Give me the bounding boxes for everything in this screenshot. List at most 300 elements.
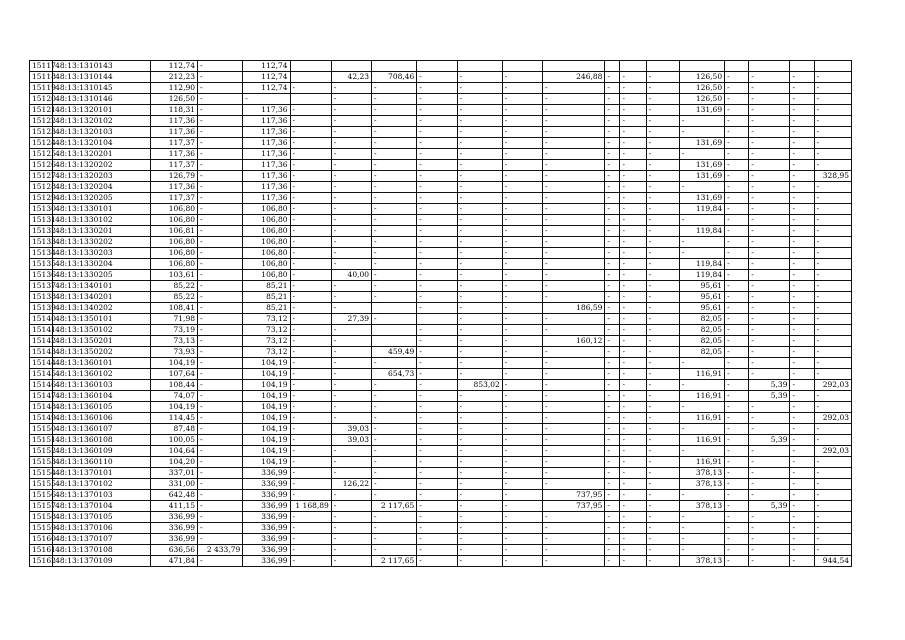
value-cell: -	[417, 292, 457, 303]
value-cell: -	[457, 501, 502, 512]
value-cell: -	[620, 105, 646, 116]
data-sheet	[29, 60, 852, 567]
value-cell: -	[457, 182, 502, 193]
value-cell: -	[198, 325, 243, 336]
value-cell: -	[620, 534, 646, 545]
value-cell: -	[543, 424, 605, 435]
value-cell: 104,19	[150, 402, 197, 413]
value-cell: -	[605, 424, 620, 435]
value-cell: 337,01	[150, 468, 197, 479]
value-cell: -	[790, 270, 814, 281]
value-cell: -	[457, 281, 502, 292]
value-cell: -	[543, 182, 605, 193]
cadastral-number-cell: 48:13:1370102	[53, 479, 151, 490]
value-cell: -	[725, 138, 749, 149]
value-cell: -	[725, 303, 749, 314]
value-cell: -	[543, 215, 605, 226]
value-cell: 378,13	[679, 556, 724, 567]
value-cell: -	[725, 171, 749, 182]
value-cell: -	[605, 237, 620, 248]
value-cell: -	[372, 413, 417, 424]
value-cell: -	[372, 193, 417, 204]
value-cell: -	[814, 105, 851, 116]
value-cell: -	[646, 413, 679, 424]
value-cell: -	[749, 336, 790, 347]
value-cell: -	[502, 556, 542, 567]
table-row	[30, 94, 852, 105]
value-cell: 118,31	[150, 105, 197, 116]
value-cell: -	[543, 292, 605, 303]
value-cell: -	[198, 292, 243, 303]
value-cell: -	[620, 259, 646, 270]
value-cell: -	[790, 490, 814, 501]
row-number-cell: 15138	[30, 292, 53, 303]
cadastral-number-cell: 48:13:1370104	[53, 501, 151, 512]
value-cell: -	[620, 292, 646, 303]
value-cell: 112,90	[150, 83, 197, 94]
value-cell: -	[646, 556, 679, 567]
value-cell: 27,39	[331, 314, 371, 325]
value-cell: -	[372, 171, 417, 182]
value-cell: 126,50	[679, 72, 724, 83]
value-cell: -	[198, 446, 243, 457]
value-cell: -	[331, 215, 371, 226]
value-cell: -	[605, 270, 620, 281]
value-cell: 336,99	[150, 523, 197, 534]
value-cell: -	[814, 226, 851, 237]
value-cell: -	[620, 457, 646, 468]
value-cell: -	[198, 501, 243, 512]
value-cell: -	[417, 435, 457, 446]
value-cell: -	[417, 171, 457, 182]
value-cell: -	[605, 226, 620, 237]
row-number-cell: 15145	[30, 369, 53, 380]
value-cell: -	[646, 424, 679, 435]
cadastral-number-cell: 48:13:1360106	[53, 413, 151, 424]
value-cell: -	[290, 336, 331, 347]
value-cell: -	[198, 72, 243, 83]
value-cell	[457, 61, 502, 72]
value-cell: -	[331, 512, 371, 523]
value-cell: -	[331, 347, 371, 358]
value-cell: -	[749, 226, 790, 237]
value-cell: -	[790, 534, 814, 545]
value-cell: -	[457, 523, 502, 534]
value-cell: -	[331, 83, 371, 94]
value-cell: -	[198, 83, 243, 94]
value-cell: -	[331, 160, 371, 171]
value-cell: 114,45	[150, 413, 197, 424]
value-cell: -	[749, 424, 790, 435]
value-cell: -	[290, 116, 331, 127]
value-cell: -	[372, 479, 417, 490]
value-cell: 119,84	[679, 270, 724, 281]
value-cell: -	[605, 369, 620, 380]
value-cell: -	[749, 270, 790, 281]
value-cell: -	[331, 391, 371, 402]
value-cell: -	[417, 325, 457, 336]
row-number-cell: 15119	[30, 83, 53, 94]
value-cell: -	[290, 259, 331, 270]
value-cell: -	[646, 215, 679, 226]
value-cell: -	[749, 127, 790, 138]
value-cell: -	[457, 457, 502, 468]
value-cell: 73,12	[243, 347, 290, 358]
value-cell: -	[620, 468, 646, 479]
value-cell: 82,05	[679, 325, 724, 336]
value-cell: -	[814, 402, 851, 413]
value-cell: -	[372, 160, 417, 171]
value-cell: -	[605, 545, 620, 556]
value-cell: -	[457, 314, 502, 325]
value-cell: -	[679, 358, 724, 369]
value-cell: -	[543, 237, 605, 248]
value-cell: -	[457, 435, 502, 446]
value-cell: -	[620, 424, 646, 435]
value-cell: -	[198, 336, 243, 347]
value-cell: 40,00	[331, 270, 371, 281]
value-cell: -	[620, 391, 646, 402]
value-cell: -	[725, 380, 749, 391]
value-cell: 411,15	[150, 501, 197, 512]
value-cell: 378,13	[679, 501, 724, 512]
value-cell: -	[620, 226, 646, 237]
value-cell: -	[646, 446, 679, 457]
value-cell	[814, 61, 851, 72]
value-cell	[372, 325, 417, 336]
value-cell: -	[457, 237, 502, 248]
value-cell: -	[331, 358, 371, 369]
value-cell: -	[543, 127, 605, 138]
value-cell: -	[814, 369, 851, 380]
value-cell: -	[605, 303, 620, 314]
value-cell: -	[790, 160, 814, 171]
value-cell: -	[543, 358, 605, 369]
table-row	[30, 248, 852, 259]
table-row	[30, 512, 852, 523]
value-cell: -	[331, 501, 371, 512]
value-cell: -	[417, 237, 457, 248]
value-cell: -	[417, 457, 457, 468]
value-cell: -	[543, 248, 605, 259]
value-cell: -	[290, 545, 331, 556]
row-number-cell: 15132	[30, 226, 53, 237]
value-cell: -	[331, 468, 371, 479]
value-cell: -	[749, 490, 790, 501]
value-cell: -	[543, 512, 605, 523]
value-cell: -	[198, 435, 243, 446]
value-cell: -	[725, 490, 749, 501]
value-cell: -	[502, 512, 542, 523]
value-cell: -	[814, 83, 851, 94]
value-cell: -	[198, 259, 243, 270]
value-cell: -	[457, 402, 502, 413]
value-cell: -	[749, 204, 790, 215]
value-cell: -	[372, 259, 417, 270]
row-number-cell: 15143	[30, 347, 53, 358]
value-cell: -	[790, 556, 814, 567]
value-cell: -	[814, 182, 851, 193]
value-cell: -	[290, 226, 331, 237]
value-cell: -	[725, 336, 749, 347]
value-cell: -	[790, 105, 814, 116]
value-cell: -	[646, 204, 679, 215]
value-cell: -	[605, 204, 620, 215]
row-number-cell: 15117	[30, 61, 53, 72]
value-cell: -	[457, 545, 502, 556]
value-cell: -	[790, 479, 814, 490]
value-cell: 737,95	[543, 501, 605, 512]
value-cell: -	[457, 347, 502, 358]
value-cell: -	[543, 105, 605, 116]
value-cell: -	[198, 116, 243, 127]
value-cell: -	[725, 413, 749, 424]
value-cell: 642,48	[150, 490, 197, 501]
value-cell: -	[198, 193, 243, 204]
value-cell: -	[605, 83, 620, 94]
value-cell: -	[502, 160, 542, 171]
cadastral-number-cell: 48:13:1370105	[53, 512, 151, 523]
value-cell: -	[620, 193, 646, 204]
value-cell: -	[331, 182, 371, 193]
value-cell: 2 117,65	[372, 501, 417, 512]
row-number-cell: 15127	[30, 171, 53, 182]
value-cell: -	[543, 523, 605, 534]
row-number-cell: 15120	[30, 94, 53, 105]
value-cell: 108,44	[150, 380, 197, 391]
value-cell: -	[814, 94, 851, 105]
value-cell: -	[620, 303, 646, 314]
value-cell: -	[679, 424, 724, 435]
value-cell: -	[725, 281, 749, 292]
table-row	[30, 292, 852, 303]
value-cell: -	[749, 193, 790, 204]
value-cell: -	[646, 314, 679, 325]
value-cell: -	[290, 303, 331, 314]
value-cell: -	[372, 446, 417, 457]
value-cell: -	[331, 523, 371, 534]
value-cell: -	[605, 149, 620, 160]
value-cell: 95,61	[679, 303, 724, 314]
value-cell: -	[502, 545, 542, 556]
value-cell: 104,19	[243, 457, 290, 468]
value-cell: -	[502, 182, 542, 193]
value-cell: -	[543, 369, 605, 380]
value-cell: -	[749, 72, 790, 83]
value-cell: -	[605, 512, 620, 523]
value-cell: 85,21	[243, 292, 290, 303]
value-cell: -	[620, 490, 646, 501]
value-cell: -	[605, 479, 620, 490]
row-number-cell: 15125	[30, 149, 53, 160]
value-cell: 42,23	[331, 72, 371, 83]
value-cell: 104,19	[243, 369, 290, 380]
value-cell: -	[372, 105, 417, 116]
value-cell: 106,80	[243, 204, 290, 215]
value-cell: 336,99	[243, 468, 290, 479]
value-cell: -	[646, 391, 679, 402]
value-cell: -	[814, 116, 851, 127]
value-cell: -	[198, 303, 243, 314]
value-cell: -	[725, 435, 749, 446]
value-cell: -	[620, 72, 646, 83]
row-number-cell: 15152	[30, 446, 53, 457]
value-cell: 85,22	[150, 281, 197, 292]
value-cell	[331, 61, 371, 72]
cadastral-number-cell: 48:13:1360107	[53, 424, 151, 435]
value-cell: -	[290, 270, 331, 281]
value-cell: -	[290, 512, 331, 523]
value-cell: -	[790, 457, 814, 468]
value-cell: -	[502, 501, 542, 512]
value-cell: -	[725, 369, 749, 380]
value-cell: -	[502, 292, 542, 303]
value-cell: -	[502, 127, 542, 138]
value-cell: -	[605, 413, 620, 424]
value-cell: -	[457, 116, 502, 127]
value-cell: -	[790, 149, 814, 160]
value-cell: 73,12	[243, 325, 290, 336]
value-cell: -	[372, 314, 417, 325]
value-cell: -	[457, 325, 502, 336]
value-cell: -	[749, 182, 790, 193]
table-row	[30, 325, 852, 336]
value-cell: -	[814, 270, 851, 281]
value-cell: -	[620, 149, 646, 160]
value-cell: 336,99	[150, 534, 197, 545]
value-cell: -	[725, 325, 749, 336]
value-cell: -	[814, 479, 851, 490]
value-cell: -	[457, 479, 502, 490]
value-cell: -	[620, 83, 646, 94]
value-cell: -	[543, 226, 605, 237]
value-cell: 117,36	[243, 171, 290, 182]
value-cell: -	[417, 303, 457, 314]
value-cell: -	[331, 281, 371, 292]
value-cell: -	[790, 413, 814, 424]
value-cell: -	[198, 204, 243, 215]
value-cell: 212,23	[150, 72, 197, 83]
value-cell: 160,12	[543, 336, 605, 347]
value-cell: 2 117,65	[372, 556, 417, 567]
cadastral-number-cell: 48:13:1310143	[53, 61, 151, 72]
value-cell: -	[725, 523, 749, 534]
cadastral-number-cell: 48:13:1360101	[53, 358, 151, 369]
value-cell: -	[198, 347, 243, 358]
value-cell: -	[749, 292, 790, 303]
value-cell: -	[502, 523, 542, 534]
value-cell: -	[725, 226, 749, 237]
table-row	[30, 347, 852, 358]
value-cell: 104,19	[243, 435, 290, 446]
value-cell: -	[417, 94, 457, 105]
value-cell: -	[372, 545, 417, 556]
value-cell: -	[417, 248, 457, 259]
value-cell: -	[814, 523, 851, 534]
value-cell: -	[372, 270, 417, 281]
value-cell: 336,99	[243, 556, 290, 567]
value-cell: -	[814, 468, 851, 479]
value-cell: -	[198, 138, 243, 149]
table-row	[30, 457, 852, 468]
value-cell: -	[417, 182, 457, 193]
row-number-cell: 15134	[30, 248, 53, 259]
table-row	[30, 226, 852, 237]
value-cell: -	[814, 72, 851, 83]
value-cell: 119,84	[679, 259, 724, 270]
value-cell: -	[646, 281, 679, 292]
value-cell: -	[372, 237, 417, 248]
value-cell: -	[543, 534, 605, 545]
value-cell: -	[646, 369, 679, 380]
cadastral-number-cell: 48:13:1340201	[53, 292, 151, 303]
value-cell: -	[749, 149, 790, 160]
value-cell: 126,50	[679, 83, 724, 94]
value-cell: 104,20	[150, 457, 197, 468]
value-cell: -	[198, 512, 243, 523]
value-cell: -	[605, 292, 620, 303]
value-cell: 107,64	[150, 369, 197, 380]
value-cell: -	[725, 314, 749, 325]
value-cell: 116,91	[679, 413, 724, 424]
value-cell: -	[502, 281, 542, 292]
value-cell: -	[417, 523, 457, 534]
value-cell: -	[417, 446, 457, 457]
value-cell: -	[725, 556, 749, 567]
value-cell: -	[372, 292, 417, 303]
value-cell: -	[457, 248, 502, 259]
cadastral-number-cell: 48:13:1370107	[53, 534, 151, 545]
table-row	[30, 446, 852, 457]
value-cell: 131,69	[679, 160, 724, 171]
value-cell: -	[457, 336, 502, 347]
value-cell: -	[372, 226, 417, 237]
value-cell: -	[290, 468, 331, 479]
value-cell: -	[543, 314, 605, 325]
value-cell: -	[198, 281, 243, 292]
value-cell: -	[543, 479, 605, 490]
value-cell: -	[372, 149, 417, 160]
value-cell: -	[814, 160, 851, 171]
value-cell: -	[417, 413, 457, 424]
value-cell: -	[749, 303, 790, 314]
value-cell: 117,37	[150, 160, 197, 171]
value-cell: -	[502, 138, 542, 149]
value-cell: -	[457, 413, 502, 424]
value-cell: -	[605, 490, 620, 501]
value-cell: -	[620, 215, 646, 226]
value-cell: -	[749, 556, 790, 567]
value-cell: -	[290, 457, 331, 468]
value-cell: -	[372, 468, 417, 479]
value-cell: -	[543, 171, 605, 182]
cadastral-number-cell: 48:13:1360108	[53, 435, 151, 446]
value-cell: -	[605, 72, 620, 83]
value-cell: -	[790, 204, 814, 215]
value-cell	[372, 336, 417, 347]
value-cell: -	[198, 556, 243, 567]
value-cell: 119,84	[679, 226, 724, 237]
value-cell: -	[331, 336, 371, 347]
table-row	[30, 116, 852, 127]
table-row	[30, 380, 852, 391]
value-cell: -	[243, 94, 290, 105]
value-cell: -	[749, 138, 790, 149]
value-cell: -	[814, 138, 851, 149]
value-cell: -	[372, 138, 417, 149]
value-cell: -	[331, 248, 371, 259]
value-cell: -	[749, 281, 790, 292]
